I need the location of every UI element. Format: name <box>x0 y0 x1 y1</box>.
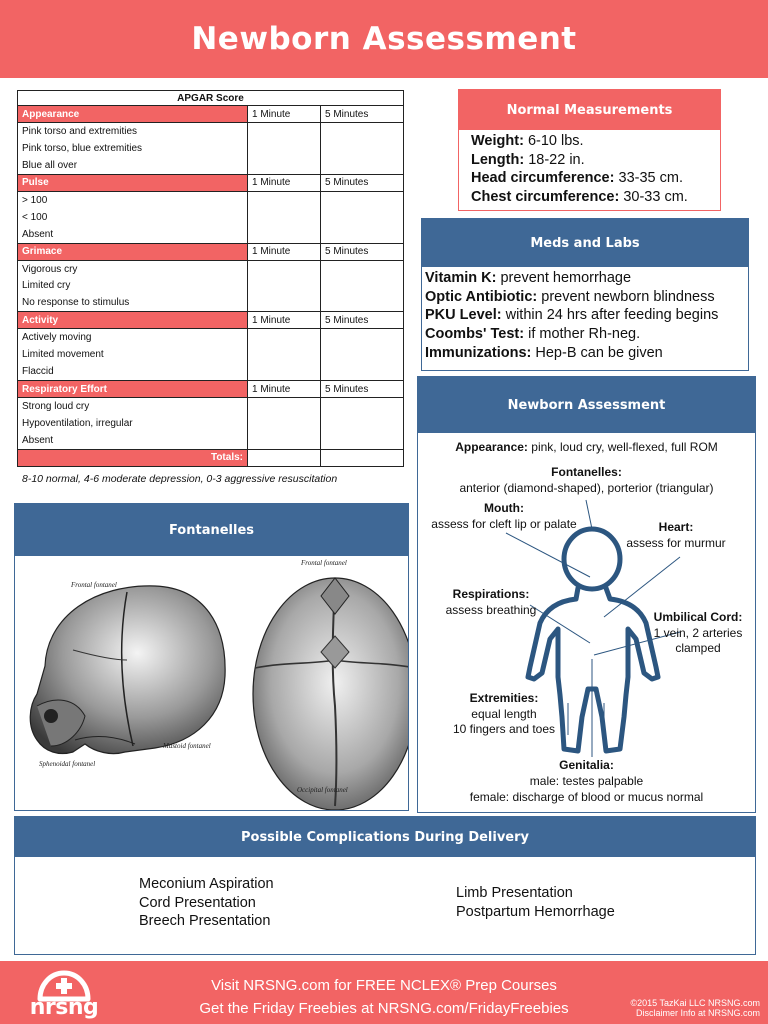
apgar-score-5min <box>321 140 404 157</box>
logo-text: nrsng <box>29 995 99 1020</box>
apgar-score-1min <box>248 277 321 294</box>
footer <box>0 961 768 1024</box>
apgar-category: Activity <box>18 312 248 329</box>
apgar-criterion: Limited movement <box>18 346 248 363</box>
apgar-row <box>18 277 404 294</box>
apgar-criterion: Actively moving <box>18 329 248 346</box>
na-mouth-value: assess for cleft lip or palate <box>431 517 577 531</box>
apgar-row <box>18 191 404 208</box>
apgar-score-1min <box>248 191 321 208</box>
complication-item: Meconium Aspiration <box>139 876 274 892</box>
normal-measurements-list <box>459 130 720 206</box>
complications-title: Possible Complications During Delivery <box>15 817 755 857</box>
apgar-row <box>18 157 404 174</box>
measurement-item: Weight: 6-10 lbs. <box>471 133 584 149</box>
na-fontanelles-label: Fontanelles: <box>551 465 622 479</box>
na-fontanelles-value: anterior (diamond-shaped), porterior (triangular) <box>459 481 714 495</box>
apgar-score-5min <box>321 226 404 243</box>
med-lab-item: Coombs' Test: if mother Rh-neg. <box>425 326 641 343</box>
normal-measurements-title: Normal Measurements <box>459 90 720 130</box>
col-5-minutes: 5 Minutes <box>321 381 404 398</box>
apgar-row <box>18 415 404 432</box>
col-1-minute: 1 Minute <box>248 381 321 398</box>
page-title: Newborn Assessment <box>191 21 577 57</box>
fontanelles-panel <box>14 503 409 811</box>
apgar-score-5min <box>321 346 404 363</box>
na-umbilical-label: Umbilical Cord: <box>653 610 743 624</box>
complication-item: Limb Presentation <box>456 885 573 901</box>
apgar-criterion: Hypoventilation, irregular <box>18 415 248 432</box>
label-occipital: Occipital fontanel <box>297 786 348 794</box>
na-extremities-value-1: equal length <box>471 707 537 721</box>
apgar-section-header <box>18 312 404 329</box>
complications-right-list <box>456 884 615 921</box>
measurement-item: Head circumference: 33-35 cm. <box>471 170 683 186</box>
na-extremities-label: Extremities: <box>469 691 539 705</box>
apgar-criterion: Absent <box>18 432 248 449</box>
apgar-total-5min <box>321 449 404 466</box>
footer-copyright: ©2015 TazKai LLC NRSNG.com Disclaimer Info at NRSNG.com <box>630 998 760 1018</box>
top-skull-icon <box>253 578 408 810</box>
apgar-row <box>18 432 404 449</box>
apgar-section-header <box>18 106 404 123</box>
apgar-table <box>17 90 404 467</box>
apgar-criterion: Flaccid <box>18 363 248 380</box>
apgar-score-5min <box>321 432 404 449</box>
na-umbilical-value-2: clamped <box>675 641 721 655</box>
apgar-score-5min <box>321 398 404 415</box>
measurement-item: Length: 18-22 in. <box>471 151 585 168</box>
med-lab-item: PKU Level: within 24 hrs after feeding begins <box>425 307 719 324</box>
apgar-score-5min <box>321 295 404 312</box>
apgar-row <box>18 260 404 277</box>
meds-labs-title: Meds and Labs <box>422 219 748 267</box>
apgar-criterion: No response to stimulus <box>18 295 248 312</box>
apgar-score-5min <box>321 363 404 380</box>
col-5-minutes: 5 Minutes <box>321 312 404 329</box>
apgar-row <box>18 140 404 157</box>
apgar-criterion: Vigorous cry <box>18 260 248 277</box>
col-1-minute: 1 Minute <box>248 243 321 260</box>
apgar-criterion: Absent <box>18 226 248 243</box>
col-1-minute: 1 Minute <box>248 106 321 123</box>
apgar-category: Pulse <box>18 174 248 191</box>
normal-measurements-panel <box>458 89 721 211</box>
apgar-score-1min <box>248 363 321 380</box>
footer-line-1: Visit NRSNG.com for FREE NCLEX® Prep Courses <box>211 977 557 994</box>
apgar-score-5min <box>321 157 404 174</box>
apgar-score-5min <box>321 260 404 277</box>
apgar-criterion: Pink torso, blue extremities <box>18 140 248 157</box>
apgar-score-5min <box>321 191 404 208</box>
label-frontal-top: Frontal fontanel <box>301 559 347 567</box>
apgar-row <box>18 363 404 380</box>
apgar-total-1min <box>248 449 321 466</box>
na-genitalia-value-2: female: discharge of blood or mucus normal <box>469 790 704 804</box>
apgar-criterion: Limited cry <box>18 277 248 294</box>
newborn-assessment-panel <box>417 376 756 813</box>
complication-item: Postpartum Hemorrhage <box>456 903 615 920</box>
apgar-score-1min <box>248 398 321 415</box>
apgar-score-5min <box>321 415 404 432</box>
apgar-row <box>18 295 404 312</box>
col-5-minutes: 5 Minutes <box>321 243 404 260</box>
apgar-score-1min <box>248 157 321 174</box>
complications-left-list <box>139 875 274 931</box>
na-respirations-label: Respirations: <box>452 587 530 601</box>
newborn-assessment-title: Newborn Assessment <box>418 377 755 433</box>
apgar-category: Appearance <box>18 106 248 123</box>
col-5-minutes: 5 Minutes <box>321 106 404 123</box>
apgar-section-header <box>18 174 404 191</box>
measurement-item: Chest circumference: 30-33 cm. <box>471 188 688 205</box>
apgar-row <box>18 123 404 140</box>
apgar-title: APGAR Score <box>18 91 404 106</box>
label-mastoid: Mastoid fontanel <box>163 742 211 750</box>
na-extremities-value-2: 10 fingers and toes <box>452 722 556 736</box>
na-respirations-value: assess breathing <box>445 603 537 617</box>
apgar-category: Respiratory Effort <box>18 381 248 398</box>
apgar-totals-label: Totals: <box>18 449 248 466</box>
apgar-score-5min <box>321 123 404 140</box>
apgar-row <box>18 346 404 363</box>
apgar-criterion: Strong loud cry <box>18 398 248 415</box>
med-lab-item: Vitamin K: prevent hemorrhage <box>425 270 632 286</box>
apgar-score-5min <box>321 329 404 346</box>
fontanelles-title: Fontanelles <box>15 504 408 556</box>
col-1-minute: 1 Minute <box>248 312 321 329</box>
apgar-score-1min <box>248 415 321 432</box>
apgar-score-1min <box>248 295 321 312</box>
na-heart-label: Heart: <box>658 520 694 534</box>
na-genitalia-label: Genitalia: <box>559 758 614 772</box>
apgar-score-1min <box>248 432 321 449</box>
meds-labs-list <box>422 267 748 363</box>
col-1-minute: 1 Minute <box>248 174 321 191</box>
side-skull-icon <box>30 586 225 754</box>
na-genitalia-value-1: male: testes palpable <box>529 774 644 788</box>
med-lab-item: Optic Antibiotic: prevent newborn blindness <box>425 288 715 305</box>
apgar-section-header <box>18 243 404 260</box>
na-appearance: Appearance: pink, loud cry, well-flexed, full ROM <box>455 440 718 454</box>
na-mouth-label: Mouth: <box>484 501 524 515</box>
apgar-criterion: Pink torso and extremities <box>18 123 248 140</box>
apgar-score-5min <box>321 277 404 294</box>
col-5-minutes: 5 Minutes <box>321 174 404 191</box>
apgar-criterion: Blue all over <box>18 157 248 174</box>
apgar-score-1min <box>248 226 321 243</box>
apgar-score-5min <box>321 209 404 226</box>
apgar-note: 8-10 normal, 4-6 moderate depression, 0-3 aggressive resuscitation <box>22 473 338 485</box>
label-sphenoidal: Sphenoidal fontanel <box>39 760 96 768</box>
apgar-criterion: > 100 <box>18 191 248 208</box>
complication-item: Breech Presentation <box>139 913 271 929</box>
apgar-row <box>18 209 404 226</box>
complications-panel <box>14 816 756 955</box>
footer-line-2: Get the Friday Freebies at NRSNG.com/FridayFreebies <box>199 1000 569 1017</box>
apgar-section-header <box>18 381 404 398</box>
apgar-score-1min <box>248 346 321 363</box>
apgar-score-1min <box>248 123 321 140</box>
apgar-category: Grimace <box>18 243 248 260</box>
apgar-criterion: < 100 <box>18 209 248 226</box>
apgar-score-1min <box>248 140 321 157</box>
page-header <box>0 0 768 78</box>
meds-labs-panel <box>421 218 749 371</box>
apgar-score-1min <box>248 329 321 346</box>
apgar-score-1min <box>248 260 321 277</box>
apgar-row <box>18 329 404 346</box>
na-heart-value: assess for murmur <box>626 536 726 550</box>
apgar-row <box>18 226 404 243</box>
apgar-score-1min <box>248 209 321 226</box>
complication-item: Cord Presentation <box>139 894 256 911</box>
apgar-row <box>18 398 404 415</box>
med-lab-item: Immunizations: Hep-B can be given <box>425 344 663 361</box>
label-frontal-side: Frontal fontanel <box>71 581 117 589</box>
na-umbilical-value-1: 1 vein, 2 arteries <box>653 626 743 640</box>
skull-illustrations <box>15 556 408 810</box>
